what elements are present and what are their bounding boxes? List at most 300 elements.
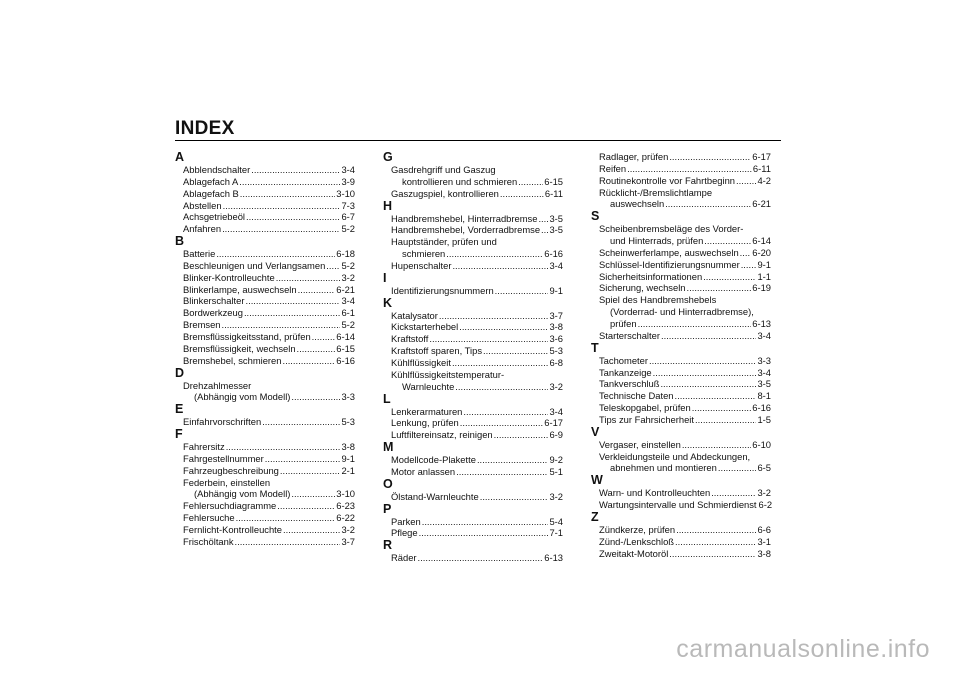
index-entry (591, 390, 771, 402)
page-number: 3-3 (757, 354, 771, 366)
entry-text: Kraftstoff sparen, Tips (391, 345, 483, 357)
page-number: 6-7 (341, 211, 355, 223)
entry-line (591, 355, 771, 367)
page-number: 3-3 (341, 391, 355, 403)
index-letter: E (175, 402, 184, 417)
entry-line (175, 260, 355, 272)
entry-line (175, 248, 355, 260)
page-number: 3-4 (757, 329, 771, 341)
entry-text: Gasdrehgriff und Gaszug (391, 164, 496, 175)
entry-continuation-line (175, 391, 355, 403)
index-entry (591, 355, 771, 367)
entry-text: Kühlflüssigkeit (391, 356, 451, 368)
entry-text: Bremsflüssigkeitsstand, prüfen (183, 330, 311, 342)
index-entry (175, 343, 355, 355)
entry-line (175, 477, 355, 489)
entry-line (175, 200, 355, 212)
entry-line (591, 499, 771, 511)
entry-text: Abstellen (183, 199, 222, 211)
entry-line (383, 260, 563, 272)
entry-text: Rücklicht-/Bremslichtlampe (599, 186, 713, 198)
entry-text: Hupenschalter (391, 259, 452, 271)
dot-leader (653, 367, 757, 379)
dot-leader (236, 512, 336, 524)
page-number: 9-2 (549, 454, 563, 466)
index-letter: W (591, 473, 603, 488)
dot-leader (276, 272, 341, 284)
dot-leader (298, 284, 336, 296)
entry-text: Pflege (391, 527, 418, 539)
index-column-1 (175, 151, 355, 548)
entry-text: Katalysator (391, 309, 438, 321)
entry-text: Ablagefach A (183, 175, 239, 187)
dot-leader (495, 285, 549, 297)
dot-leader (222, 319, 341, 331)
entry-text: Batterie (183, 248, 216, 260)
dot-leader (682, 439, 751, 451)
entry-text: Einfahrvorschriften (183, 416, 262, 428)
page-number: 6-13 (752, 317, 771, 329)
index-entry (175, 295, 355, 307)
index-entry (383, 491, 563, 503)
index-entry (591, 414, 771, 426)
entry-line (175, 380, 355, 392)
entry-line (175, 176, 355, 188)
index-entry (175, 319, 355, 331)
index-entry (383, 516, 563, 528)
dot-leader (312, 331, 336, 343)
dot-leader (660, 378, 756, 390)
index-entry (383, 333, 563, 345)
page-number: 1-1 (757, 270, 771, 282)
index-entry (591, 223, 771, 247)
dot-leader (518, 176, 543, 188)
dot-leader (245, 295, 340, 307)
entry-text: Abblendschalter (183, 164, 251, 175)
entry-text: prüfen (610, 317, 637, 329)
entry-text: Vergaser, einstellen (599, 438, 681, 450)
index-entry (591, 151, 771, 163)
dot-leader (741, 259, 757, 271)
page-number: 7-1 (549, 527, 563, 539)
dot-leader (418, 552, 544, 564)
entry-line (591, 294, 771, 306)
index-entry (383, 417, 563, 429)
entry-line (383, 236, 563, 248)
index-letter: K (383, 295, 393, 310)
index-entry (175, 536, 355, 548)
entry-text: Achsgetriebeöl (183, 211, 246, 223)
dot-leader (460, 417, 543, 429)
index-entry (175, 355, 355, 367)
entry-text: Wartungsintervalle und Schmierdienst (599, 499, 757, 511)
entry-line (591, 524, 771, 536)
dot-leader (718, 462, 757, 474)
page-number: 3-8 (341, 441, 355, 453)
dot-leader (669, 548, 756, 560)
dot-leader (280, 465, 341, 477)
entry-line (383, 213, 563, 225)
entry-line (591, 414, 771, 426)
entry-line (175, 416, 355, 428)
page-number: 6-5 (757, 462, 771, 474)
entry-text: Luftfiltereinsatz, reinigen (391, 429, 493, 441)
dot-leader (665, 198, 751, 210)
entry-text: Tankverschluß (599, 378, 660, 390)
page-number: 8-1 (757, 390, 771, 402)
index-entry (175, 272, 355, 284)
page-number: 5-2 (341, 319, 355, 331)
page-number: 5-4 (549, 515, 563, 527)
entry-text: Blinkerschalter (183, 295, 245, 307)
entry-line (175, 355, 355, 367)
page-number: 9-1 (341, 452, 355, 464)
entry-text: Ölstand-Warnleuchte (391, 490, 479, 502)
entry-line (383, 357, 563, 369)
index-column-2 (383, 151, 563, 564)
entry-text: Scheibenbremsbeläge des Vorder- (599, 223, 744, 235)
entry-line (175, 284, 355, 296)
entry-line (383, 417, 563, 429)
index-entry (175, 284, 355, 296)
entry-text: Bremshebel, schmieren (183, 354, 282, 366)
entry-text: (Abhängig vom Modell) (194, 391, 291, 403)
entry-text: Gaszugspiel, kontrollieren (391, 187, 499, 199)
entry-line (591, 223, 771, 235)
entry-text: Anfahren (183, 223, 222, 235)
entry-line (175, 536, 355, 548)
page-number: 6-16 (752, 402, 771, 414)
entry-text: Drehzahlmesser (183, 379, 252, 391)
entry-text: Handbremshebel, Vorderradbremse (391, 224, 541, 236)
dot-leader (704, 235, 751, 247)
page-number: 6-1 (341, 307, 355, 319)
page-number: 4-2 (757, 174, 771, 186)
dot-leader (262, 416, 340, 428)
entry-text: Fernlicht-Kontrolleuchte (183, 523, 283, 535)
dot-leader (297, 343, 336, 355)
index-entry (383, 527, 563, 539)
title-rule (175, 140, 781, 141)
index-entry (175, 176, 355, 188)
entry-text: Zündkerze, prüfen (599, 523, 676, 535)
entry-line (383, 345, 563, 357)
entry-line (591, 151, 771, 163)
index-column-3 (591, 151, 771, 559)
page-number: 3-2 (341, 271, 355, 283)
dot-leader (463, 406, 548, 418)
page-number: 6-21 (752, 198, 771, 210)
entry-continuation-line (383, 248, 563, 260)
entry-line (175, 465, 355, 477)
dot-leader (459, 321, 548, 333)
entry-text: Beschleunigen und Verlangsamen (183, 259, 326, 271)
dot-leader (226, 441, 341, 453)
entry-text: schmieren (402, 248, 446, 260)
index-entry (175, 307, 355, 319)
entry-text: Parken (391, 515, 421, 527)
index-letter: I (383, 270, 387, 285)
index-entry (383, 224, 563, 236)
entry-line (383, 406, 563, 418)
entry-line (383, 552, 563, 564)
page-number: 6-14 (752, 235, 771, 247)
index-entry (591, 330, 771, 342)
index-letter: H (383, 198, 393, 213)
dot-leader (703, 271, 756, 283)
entry-text: Fahrersitz (183, 441, 225, 453)
entry-text: Starterschalter (599, 329, 660, 341)
entry-text: Frischöltank (183, 535, 234, 547)
page-number: 6-20 (752, 246, 771, 258)
entry-line (383, 285, 563, 297)
entry-text: kontrollieren und schmieren (402, 175, 518, 187)
entry-text: Hauptständer, prüfen und (391, 236, 497, 248)
index-entry (383, 310, 563, 322)
entry-text: Kühlflüssigkeitstemperatur- (391, 368, 505, 380)
dot-leader (282, 355, 335, 367)
dot-leader (456, 466, 548, 478)
index-entry (591, 294, 771, 330)
index-letter: T (591, 340, 599, 355)
index-entry (591, 259, 771, 271)
entry-line (383, 333, 563, 345)
entry-text: Warn- und Kontrolleuchten (599, 487, 711, 499)
page-number: 6-15 (544, 175, 563, 187)
entry-text: abnehmen und montieren (610, 462, 717, 474)
entry-line (175, 295, 355, 307)
index-entry (591, 524, 771, 536)
dot-leader (240, 188, 335, 200)
page-number: 5-1 (549, 465, 563, 477)
index-letter: B (175, 234, 185, 249)
entry-text: Fahrzeugbeschreibung (183, 464, 279, 476)
page-number: 6-21 (336, 283, 355, 295)
entry-line (175, 331, 355, 343)
page-number: 3-7 (341, 535, 355, 547)
page-number: 3-8 (549, 321, 563, 333)
dot-leader (500, 188, 544, 200)
page-number: 6-8 (549, 356, 563, 368)
page-number: 1-5 (757, 413, 771, 425)
entry-line (591, 390, 771, 402)
page-number: 3-4 (549, 405, 563, 417)
entry-text: Identifizierungsnummern (391, 284, 494, 296)
page-number: 6-11 (752, 162, 771, 174)
page-number: 6-22 (336, 512, 355, 524)
dot-leader (661, 330, 756, 342)
dot-leader (480, 491, 549, 503)
entry-line (175, 453, 355, 465)
index-entry (175, 512, 355, 524)
index-entry (383, 236, 563, 260)
entry-line (383, 224, 563, 236)
index-letter: P (383, 501, 392, 516)
dot-leader (439, 310, 549, 322)
dot-leader (477, 454, 548, 466)
entry-line (383, 164, 563, 176)
page-number: 6-19 (752, 282, 771, 294)
entry-line (175, 441, 355, 453)
page-number: 3-4 (549, 259, 563, 271)
entry-continuation-line (591, 198, 771, 210)
entry-text: Teleskopgabel, prüfen (599, 402, 691, 414)
dot-leader (692, 402, 752, 414)
page-number: 6-17 (752, 151, 771, 162)
dot-leader (265, 453, 341, 465)
page-number: 3-4 (341, 295, 355, 307)
index-entry (591, 487, 771, 499)
index-entry (175, 380, 355, 404)
watermark: carmanualsonline.info (676, 635, 930, 663)
dot-leader (277, 500, 335, 512)
index-letter: R (383, 538, 393, 553)
page-number: 6-10 (752, 438, 771, 450)
page-number: 6-16 (544, 248, 563, 260)
entry-continuation-line (383, 176, 563, 188)
index-entry (175, 248, 355, 260)
entry-text: Reifen (599, 162, 627, 174)
dot-leader (246, 211, 340, 223)
page-number: 6-18 (336, 248, 355, 260)
entry-text: Fehlersuchdiagramme (183, 500, 277, 512)
dot-leader (649, 355, 756, 367)
page-number: 2-1 (341, 464, 355, 476)
entry-line (175, 512, 355, 524)
entry-text: Schlüssel-Identifizierungsnummer (599, 258, 740, 270)
page-number: 6-14 (336, 330, 355, 342)
dot-leader (235, 536, 341, 548)
index-entry (175, 211, 355, 223)
entry-text: Fahrgestellnummer (183, 452, 264, 464)
index-entry (591, 367, 771, 379)
entry-line (383, 466, 563, 478)
dot-leader (483, 345, 548, 357)
entry-text: Federbein, einstellen (183, 476, 271, 488)
page-number: 3-1 (757, 535, 771, 547)
index-letter: V (591, 424, 600, 439)
dot-leader (446, 248, 543, 260)
page-number: 3-8 (757, 547, 771, 559)
entry-continuation-line (591, 462, 771, 474)
page-number: 6-15 (336, 342, 355, 354)
index-entry (175, 477, 355, 501)
entry-text: (Abhängig vom Modell) (194, 488, 291, 500)
page-number: 5-2 (341, 259, 355, 271)
index-entry (591, 247, 771, 259)
entry-text: Ablagefach B (183, 187, 239, 199)
index-entry (175, 416, 355, 428)
page-number: 6-6 (757, 523, 771, 535)
index-entry (383, 466, 563, 478)
entry-line (175, 343, 355, 355)
entry-text: Blinkerlampe, auswechseln (183, 283, 297, 295)
page-number: 3-2 (757, 487, 771, 499)
index-entry (383, 429, 563, 441)
entry-line (591, 367, 771, 379)
page-number: 6-23 (336, 500, 355, 512)
index-entry (591, 175, 771, 187)
index-entry (383, 164, 563, 188)
entry-line (591, 402, 771, 414)
entry-line (591, 282, 771, 294)
page-number: 3-5 (757, 378, 771, 390)
entry-text: Bremsflüssigkeit, wechseln (183, 342, 296, 354)
entry-text: Räder (391, 552, 417, 564)
dot-leader (291, 391, 340, 403)
entry-text: (Vorderrad- und Hinterradbremse), (610, 306, 754, 318)
page-number: 6-16 (336, 354, 355, 366)
dot-leader (541, 224, 548, 236)
entry-line (383, 321, 563, 333)
entry-text: Sicherung, wechseln (599, 282, 686, 294)
entry-continuation-line (591, 306, 771, 318)
index-entry (591, 402, 771, 414)
dot-leader (283, 524, 340, 536)
entry-line (175, 307, 355, 319)
dot-leader (291, 488, 335, 500)
dot-leader (695, 414, 756, 426)
entry-text: Lenkung, prüfen (391, 417, 459, 429)
entry-line (591, 548, 771, 560)
page-number: 3-10 (336, 187, 355, 199)
page-number: 7-3 (341, 199, 355, 211)
entry-line (591, 330, 771, 342)
entry-line (591, 378, 771, 390)
dot-leader (740, 247, 752, 259)
dot-leader (638, 318, 752, 330)
entry-line (591, 175, 771, 187)
entry-line (383, 527, 563, 539)
entry-line (591, 271, 771, 283)
entry-line (591, 247, 771, 259)
index-entry (591, 439, 771, 451)
index-entry (175, 500, 355, 512)
index-entry (175, 465, 355, 477)
dot-leader (244, 307, 341, 319)
dot-leader (455, 381, 548, 393)
entry-text: Sicherheitsinformationen (599, 270, 703, 282)
entry-line (383, 429, 563, 441)
entry-line (383, 188, 563, 200)
index-letter: Z (591, 509, 599, 524)
entry-line (591, 259, 771, 271)
entry-text: Lenkerarmaturen (391, 405, 463, 417)
dot-leader (223, 200, 341, 212)
dot-leader (452, 357, 549, 369)
page-number: 3-9 (341, 175, 355, 187)
index-entry (175, 441, 355, 453)
entry-continuation-line (591, 318, 771, 330)
index-entry (383, 406, 563, 418)
page-number: 3-4 (757, 366, 771, 378)
index-entry (591, 378, 771, 390)
page-number: 3-5 (549, 224, 563, 236)
page-number: 3-7 (549, 309, 563, 321)
page-number: 3-5 (549, 212, 563, 224)
entry-line (591, 487, 771, 499)
entry-text: Tips zur Fahrsicherheit (599, 413, 694, 425)
entry-line (175, 500, 355, 512)
index-entry (591, 499, 771, 511)
entry-line (175, 319, 355, 331)
entry-text: und Hinterrads, prüfen (610, 235, 704, 247)
index-entry (591, 282, 771, 294)
entry-line (591, 536, 771, 548)
index-letter: A (175, 150, 185, 164)
entry-text: Modellcode-Plakette (391, 454, 476, 466)
dot-leader (251, 164, 340, 176)
